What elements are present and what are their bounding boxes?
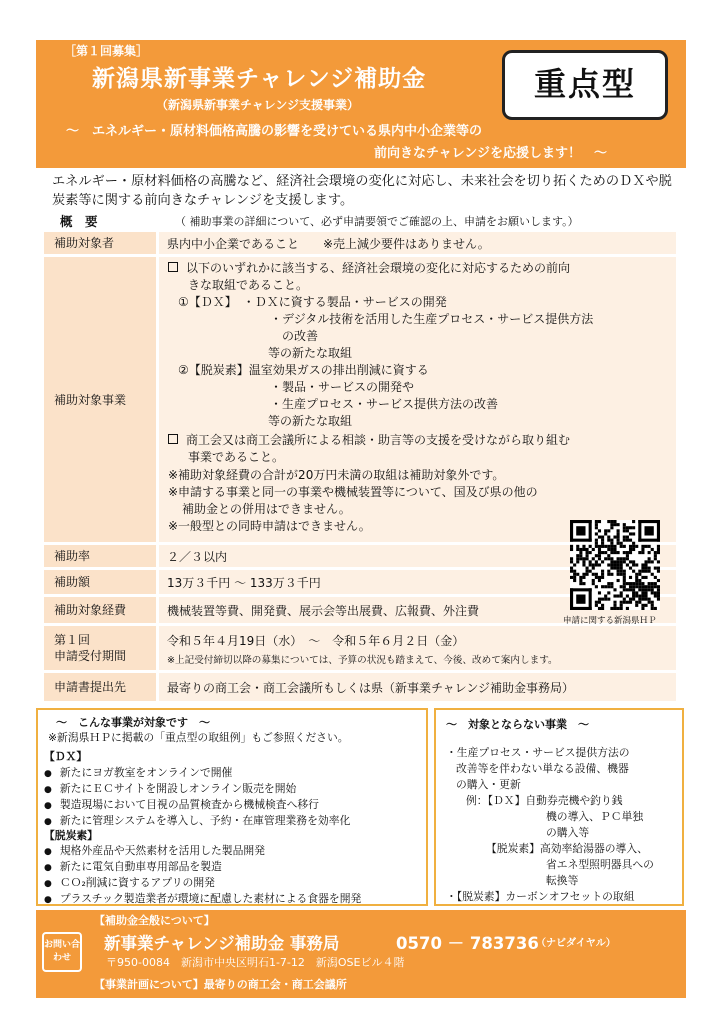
list-item: ● 新たに管理システムを導入し、予約・在庫管理業務を効率化 xyxy=(44,814,350,829)
footer-phone[interactable]: 0570 － 783736 xyxy=(396,934,539,953)
carbon-heading: 【脱炭素】 xyxy=(44,829,98,842)
business-line: ・生産プロセス・サービス提供方法の改善 xyxy=(270,397,499,411)
page-title: 新潟県新事業チャレンジ補助金 xyxy=(92,66,427,92)
list-item: ● 製造現場において目視の品質検査から機械検査へ移行 xyxy=(44,798,319,813)
round-label: ［第１回募集］ xyxy=(64,44,149,58)
page-subtitle: （新潟県新事業チャレンジ支援事業） xyxy=(156,98,360,112)
row-value: 最寄りの商工会・商工会議所もしくは県（新事業チャレンジ補助金事務局） xyxy=(159,673,676,701)
list-item: ● 新たにＥＣサイトを開設しオンライン販売を開始 xyxy=(44,782,296,797)
row-label: 申請書提出先 xyxy=(44,673,156,701)
business-line: 補助金との併用はできません。 xyxy=(182,502,351,516)
footer-address: 〒950-0084 新潟市中央区明石1-7-12 新潟OSEビル４階 xyxy=(106,956,405,969)
row-label: 補助対象事業 xyxy=(44,257,156,542)
ineligible-line: 【脱炭素】高効率給湯器の導入、 xyxy=(486,842,648,855)
list-item: ● 新たにヨガ教室をオンラインで開催 xyxy=(44,766,232,781)
period-label-line1: 第１回 xyxy=(54,633,91,647)
tagline-line1: ～ エネルギー・原材料価格高騰の影響を受けている県内中小企業等の xyxy=(66,124,483,139)
ineligible-line: 転換等 xyxy=(546,874,579,887)
row-submit xyxy=(44,673,676,701)
contact-badge: お問い合わせ xyxy=(42,932,82,972)
ineligible-line: ・【脱炭素】カーボンオフセットの取組 xyxy=(446,890,635,903)
footer-general-label: 【補助金全般について】 xyxy=(94,914,215,927)
row-value: 県内中小企業であること ※売上減少要件はありません。 xyxy=(159,232,676,254)
list-item: ● プラスチック製造業者が環境に配慮した素材による食器を開発 xyxy=(44,892,361,907)
tagline-line2: 前向きなチャレンジを応援します！ ～ xyxy=(374,146,607,161)
type-badge: 重点型 xyxy=(502,50,668,120)
ineligible-line: 改善等を伴わない単なる設備、機器 xyxy=(456,762,629,775)
footer-plan-contact: 【事業計画について】最寄りの商工会・商工会議所 xyxy=(94,978,347,991)
ineligible-line: 例：【ＤＸ】自動券売機や釣り銭 xyxy=(466,794,623,807)
ineligible-line: の購入・更新 xyxy=(456,778,521,791)
business-line: ・デジタル技術を活用した生産プロセス・サービス提供方法 xyxy=(270,312,594,326)
list-item: ● 規格外産品や天然素材を活用した製品開発 xyxy=(44,844,265,859)
eligible-title: ～ こんな事業が対象です ～ xyxy=(56,716,210,729)
business-line: ・製品・サービスの開発や xyxy=(270,380,415,394)
business-line: ※一般型との同時申請はできません。 xyxy=(168,519,371,533)
contact-footer xyxy=(36,910,686,998)
business-line: きな取組であること。 xyxy=(188,278,309,292)
business-line: 等の新たな取組 xyxy=(268,414,353,428)
eligible-note: ※新潟県ＨＰに掲載の「重点型の取組例」もご参照ください。 xyxy=(48,731,349,744)
business-line: 商工会又は商工会議所による相談・助言等の支援を受けながら取り組む xyxy=(168,432,570,449)
row-value: ２／３以内 xyxy=(159,545,676,567)
ineligible-line: ・生産プロセス・サービス提供方法の xyxy=(446,746,630,759)
ineligible-line: 省エネ型照明器具への xyxy=(546,858,654,871)
row-label: 補助額 xyxy=(44,570,156,594)
checkbox-icon xyxy=(168,434,178,444)
business-line: 等の新たな取組 xyxy=(268,346,353,360)
row-value: 機械装置等費、開発費、展示会等出展費、広報費、外注費 xyxy=(159,597,676,623)
qr-code-image xyxy=(570,520,660,610)
row-value: 13万３千円 ～ 133万３千円 xyxy=(159,570,676,594)
business-line: ※補助対象経費の合計が20万円未満の取組は補助対象外です。 xyxy=(168,468,505,482)
overview-heading: 概 要 xyxy=(60,214,98,229)
row-label: 補助対象者 xyxy=(44,232,156,254)
footer-office-name: 新事業チャレンジ補助金 事務局 xyxy=(104,934,340,953)
overview-note: （ 補助事業の詳細について、必ず申請要領でご確認の上、申請をお願いします。） xyxy=(175,215,579,228)
dx-heading: 【ＤＸ】 xyxy=(44,750,88,763)
ineligible-title: ～ 対象とならない事業 ～ xyxy=(446,718,589,731)
checkbox-icon xyxy=(168,262,178,272)
row-label xyxy=(44,626,156,670)
business-line: ①【ＤＸ】 ・ＤＸに資する製品・サービスの開発 xyxy=(178,295,447,309)
list-item: ● 新たに電気自動車専用部品を製造 xyxy=(44,860,222,875)
qr-caption: 申請に関する新潟県ＨＰ xyxy=(563,616,657,626)
row-period xyxy=(44,626,676,670)
ineligible-line: の購入等 xyxy=(546,826,590,839)
business-line: 以下のいずれかに該当する、経済社会環境の変化に対応するための前向 xyxy=(168,260,570,277)
business-line: ※申請する事業と同一の事業や機械装置等について、国及び県の他の xyxy=(168,485,538,499)
list-item: ● ＣＯ₂削減に資するアプリの開発 xyxy=(44,876,215,891)
business-line: ②【脱炭素】温室効果ガスの排出削減に資する xyxy=(178,363,429,377)
business-line: の改善 xyxy=(282,329,319,343)
intro-text: エネルギー・原材料価格の高騰など、経済社会環境の変化に対応し、未来社会を切り拓くためのＤＸや脱炭素等に関する前向きなチャレンジを支援します。 xyxy=(52,174,672,208)
ineligible-line: 機の導入、ＰＣ単独 xyxy=(546,810,644,823)
footer-navi-dial: （ナビダイヤル） xyxy=(536,938,616,949)
period-note: ※上記受付締切以降の募集については、予算の状況も踏まえて、今後、改めて案内します。 xyxy=(167,655,558,666)
row-label: 補助率 xyxy=(44,545,156,567)
row-label: 補助対象経費 xyxy=(44,597,156,623)
period-label-line2: 申請受付期間 xyxy=(54,649,127,663)
row-value xyxy=(159,626,676,670)
business-line: 事業であること。 xyxy=(188,450,285,464)
row-target xyxy=(44,232,676,254)
qr-code[interactable] xyxy=(570,520,660,610)
period-dates: 令和５年４月19日（水） ～ 令和５年６月２日（金） xyxy=(167,634,465,648)
